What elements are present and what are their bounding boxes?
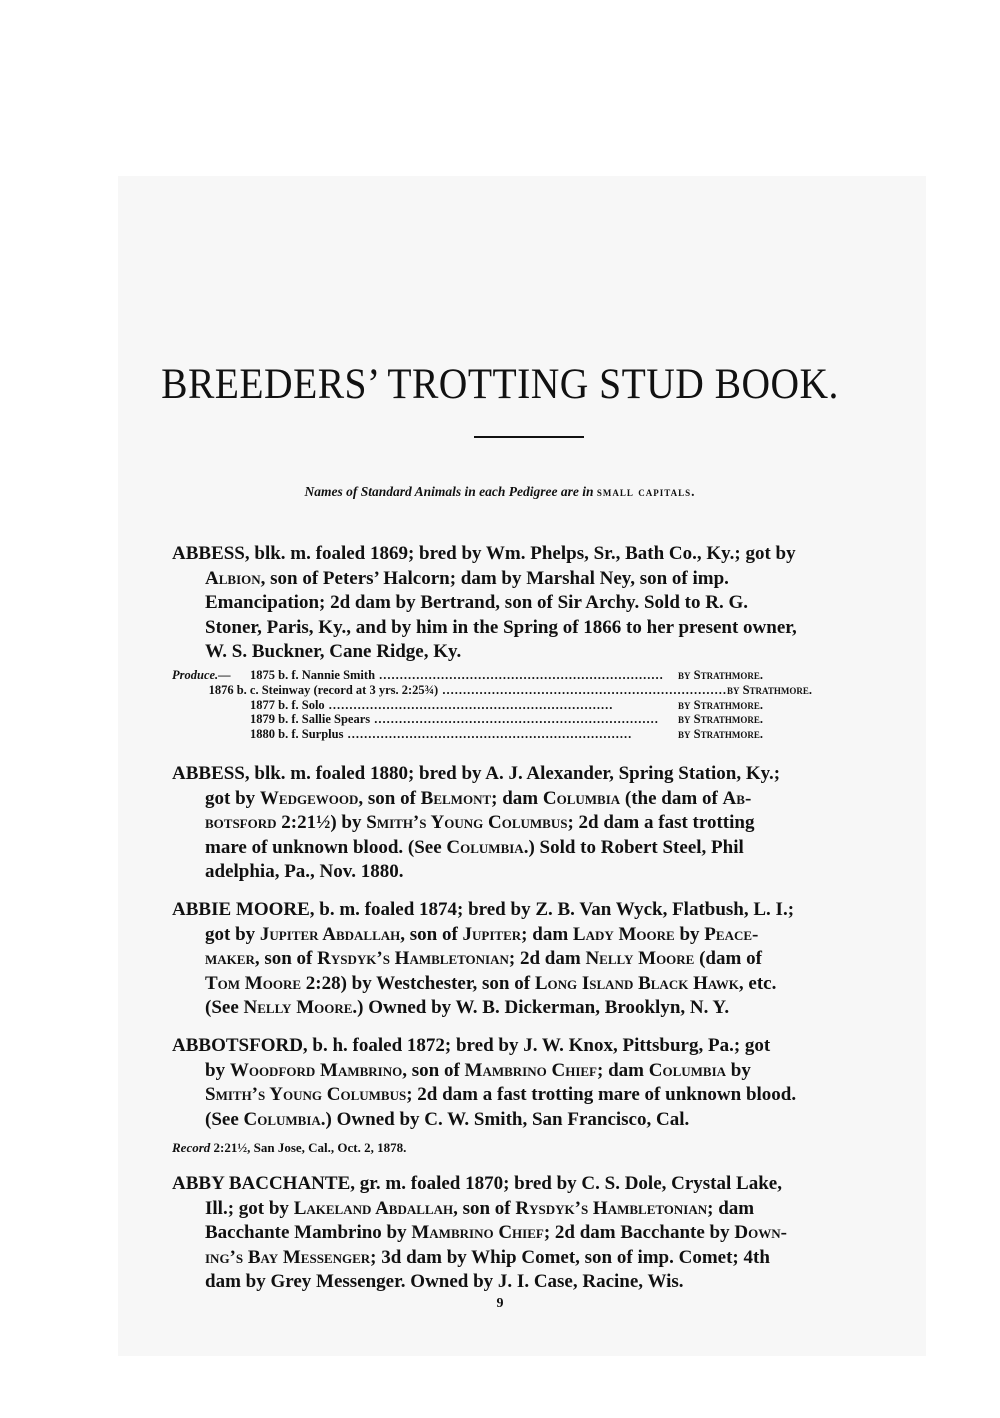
entry-text: ; 2d dam a fast trotting mare of unknown blood. bbox=[406, 1084, 797, 1105]
produce-sire: by Strathmore. bbox=[678, 697, 764, 712]
entry-text: , son of bbox=[453, 1197, 516, 1219]
entry-line bbox=[172, 1221, 884, 1246]
small-caps-name: Woodford Mambrino bbox=[229, 1059, 403, 1081]
entry-line bbox=[172, 860, 884, 885]
entry-text: , etc. bbox=[738, 972, 777, 994]
entry-text: ; dam bbox=[597, 1059, 649, 1081]
small-caps-name: Long Island Black Hawk bbox=[534, 972, 739, 994]
entry-line bbox=[172, 787, 884, 812]
entry-text: (dam of bbox=[694, 948, 762, 969]
entry-line bbox=[172, 898, 884, 923]
entry-line bbox=[172, 1270, 884, 1295]
produce-foal: 1876 b. c. Steinway (record at 3 yrs. 2:25¾) ..................................................................... bbox=[208, 682, 727, 697]
small-caps-name: Jupiter Abdallah bbox=[259, 923, 401, 945]
small-caps-name: Rysdyk’s Hambletonian bbox=[317, 948, 509, 969]
entry-text: ; dam bbox=[521, 923, 573, 945]
entry-text: ; dam bbox=[707, 1197, 755, 1219]
small-caps-name: Nelly Moore bbox=[243, 997, 353, 1018]
entry-text: 2:28) by Westchester, son of bbox=[301, 972, 535, 994]
entry-text: ABBESS, blk. m. foaled 1869; bred by Wm. Phelps, Sr., Bath Co., Ky.; got by bbox=[172, 543, 796, 564]
produce-sire: by Strathmore. bbox=[678, 712, 764, 727]
entry-abbess-1880 bbox=[172, 762, 884, 885]
entry-text: ; dam bbox=[491, 787, 543, 809]
small-caps-name: Lady Moore bbox=[572, 923, 675, 945]
produce-row bbox=[172, 668, 812, 683]
produce-foal: 1879 b. f. Sallie Spears ..................................................................... bbox=[250, 712, 659, 727]
produce-foal: 1880 b. f. Surplus ..................................................................... bbox=[250, 727, 633, 742]
page-title: BREEDERS’ TROTTING STUD BOOK. bbox=[161, 361, 839, 408]
small-caps-name: Nelly Moore bbox=[585, 948, 695, 969]
entry-text: ; 2d dam bbox=[508, 948, 586, 969]
record-label: Record bbox=[172, 1140, 211, 1155]
produce-row bbox=[172, 683, 812, 698]
entry-line bbox=[172, 567, 884, 592]
entry-line bbox=[172, 1034, 884, 1059]
entry-text: by bbox=[674, 923, 705, 945]
entry-line bbox=[172, 1108, 884, 1133]
entry-abbie-moore bbox=[172, 898, 884, 1021]
produce-foal: 1875 b. f. Nannie Smith ..................................................................... bbox=[250, 668, 664, 682]
small-caps-name: Down- bbox=[734, 1222, 787, 1243]
entry-line bbox=[172, 972, 884, 997]
entry-text: , son of bbox=[358, 787, 421, 809]
entry-line bbox=[172, 640, 884, 665]
small-caps-name: ing’s Bay Messenger bbox=[205, 1246, 371, 1268]
entry-text: (See bbox=[205, 1108, 244, 1130]
small-caps-name: Ab- bbox=[722, 787, 752, 809]
produce-sire: by Strathmore. bbox=[678, 668, 764, 682]
small-caps-name: Mambrino Chief bbox=[464, 1059, 597, 1081]
entry-text: ; 3d dam by Whip Comet, son of imp. Comet; 4th bbox=[370, 1246, 770, 1268]
entry-text: W. S. Buckner, Cane Ridge, Ky. bbox=[205, 641, 462, 662]
small-caps-name: Rysdyk’s Hambletonian bbox=[515, 1197, 708, 1219]
small-caps-name: Columbia bbox=[648, 1059, 727, 1081]
small-caps-name: Wedgewood bbox=[259, 787, 359, 809]
small-caps-name: Mambrino Chief bbox=[411, 1222, 544, 1243]
standard-animals-note bbox=[0, 484, 1000, 500]
title-rule bbox=[474, 436, 584, 438]
small-caps-name: Albion bbox=[205, 567, 261, 589]
small-caps-name: botsford bbox=[205, 812, 277, 833]
entry-line bbox=[172, 542, 884, 567]
produce-sire: by Strathmore. bbox=[726, 682, 812, 697]
produce-foal: 1877 b. f. Solo ..................................................................... bbox=[250, 697, 614, 712]
small-caps-name: Belmont bbox=[420, 787, 492, 809]
entry-text: Bacchante Mambrino by bbox=[205, 1222, 412, 1243]
note-text: Names of Standard Animals in each Pedigree are in bbox=[304, 484, 594, 499]
small-caps-name: Columbia bbox=[243, 1108, 321, 1130]
entry-text: ; 2d dam Bacchante by bbox=[543, 1222, 735, 1243]
entry-line bbox=[172, 1059, 884, 1084]
produce-label: Produce.— bbox=[172, 668, 231, 682]
entry-text: Stoner, Paris, Ky., and by him in the Spring of 1866 to her present owner, bbox=[205, 616, 797, 638]
small-caps-name: maker bbox=[205, 948, 255, 969]
entry-text: (See bbox=[205, 997, 244, 1018]
entry-text: by bbox=[726, 1059, 751, 1081]
entry-text: , son of bbox=[400, 923, 463, 945]
small-caps-name: Columbia bbox=[542, 787, 621, 809]
entry-text: , son of Peters’ Halcorn; dam by Marshal Ney, son of imp. bbox=[260, 567, 729, 589]
entry-text: ABBIE MOORE, b. m. foaled 1874; bred by Z. B. Van Wyck, Flatbush, L. I.; bbox=[172, 899, 795, 920]
produce-list bbox=[172, 668, 812, 742]
produce-row bbox=[172, 727, 812, 742]
entry-text: .) Owned by C. W. Smith, San Francisco, Cal. bbox=[320, 1108, 690, 1130]
produce-row bbox=[172, 698, 812, 713]
entry-line bbox=[172, 947, 884, 972]
produce-row bbox=[172, 712, 812, 727]
record-line bbox=[172, 1140, 406, 1156]
entry-text: , son of bbox=[402, 1059, 465, 1081]
entry-text: .) Sold to Robert Steel, Phil bbox=[523, 836, 744, 858]
entry-line bbox=[172, 762, 884, 787]
entry-text: ; 2d dam a fast trotting bbox=[567, 812, 755, 833]
entry-text: got by bbox=[205, 923, 260, 945]
small-caps-name: Smith’s Young Columbus bbox=[366, 812, 568, 833]
entry-text: adelphia, Pa., Nov. 1880. bbox=[205, 861, 404, 882]
entry-text: Ill.; got by bbox=[205, 1197, 294, 1219]
small-caps-name: Smith’s Young Columbus bbox=[205, 1084, 407, 1105]
entry-line bbox=[172, 1172, 884, 1197]
small-caps-name: Peace- bbox=[704, 923, 759, 945]
entry-abbess-1869 bbox=[172, 542, 884, 665]
entry-line bbox=[172, 1083, 884, 1108]
entry-line bbox=[172, 1197, 884, 1222]
small-caps-name: Jupiter bbox=[462, 923, 522, 945]
entry-text: 2:21½) by bbox=[276, 812, 367, 833]
entry-abbotsford bbox=[172, 1034, 884, 1132]
entry-text: , son of bbox=[254, 948, 318, 969]
page-number: 9 bbox=[496, 1296, 504, 1311]
entry-text: Emancipation; 2d dam by Bertrand, son of Sir Archy. Sold to R. G. bbox=[205, 592, 748, 613]
note-small-caps: small capitals. bbox=[596, 484, 696, 499]
entry-text: mare of unknown blood. (See bbox=[205, 836, 447, 858]
small-caps-name: Columbia bbox=[446, 836, 524, 858]
small-caps-name: Tom Moore bbox=[205, 972, 302, 994]
entry-text: dam by Grey Messenger. Owned by J. I. Case, Racine, Wis. bbox=[205, 1271, 684, 1292]
entry-text: ABBOTSFORD, b. h. foaled 1872; bred by J. W. Knox, Pittsburg, Pa.; got bbox=[172, 1035, 771, 1056]
entry-text: ABBY BACCHANTE, gr. m. foaled 1870; bred by C. S. Dole, Crystal Lake, bbox=[172, 1173, 782, 1194]
entry-line bbox=[172, 836, 884, 861]
produce-sire: by Strathmore. bbox=[678, 727, 764, 742]
entry-text: (the dam of bbox=[620, 787, 723, 809]
entry-line bbox=[172, 616, 884, 641]
entry-text: ABBESS, blk. m. foaled 1880; bred by A. J. Alexander, Spring Station, Ky.; bbox=[172, 763, 781, 784]
entry-line bbox=[172, 923, 884, 948]
entry-line bbox=[172, 1246, 884, 1271]
entry-line bbox=[172, 591, 884, 616]
entry-abby-bacchante bbox=[172, 1172, 884, 1295]
entry-text: .) Owned by W. B. Dickerman, Brooklyn, N. Y. bbox=[352, 997, 730, 1018]
entry-text: got by bbox=[205, 787, 260, 809]
record-text: 2:21½, San Jose, Cal., Oct. 2, 1878. bbox=[213, 1140, 407, 1155]
entry-line bbox=[172, 811, 884, 836]
small-caps-name: Lakeland Abdallah bbox=[293, 1197, 454, 1219]
entry-line bbox=[172, 996, 884, 1021]
entry-text: by bbox=[205, 1059, 230, 1081]
